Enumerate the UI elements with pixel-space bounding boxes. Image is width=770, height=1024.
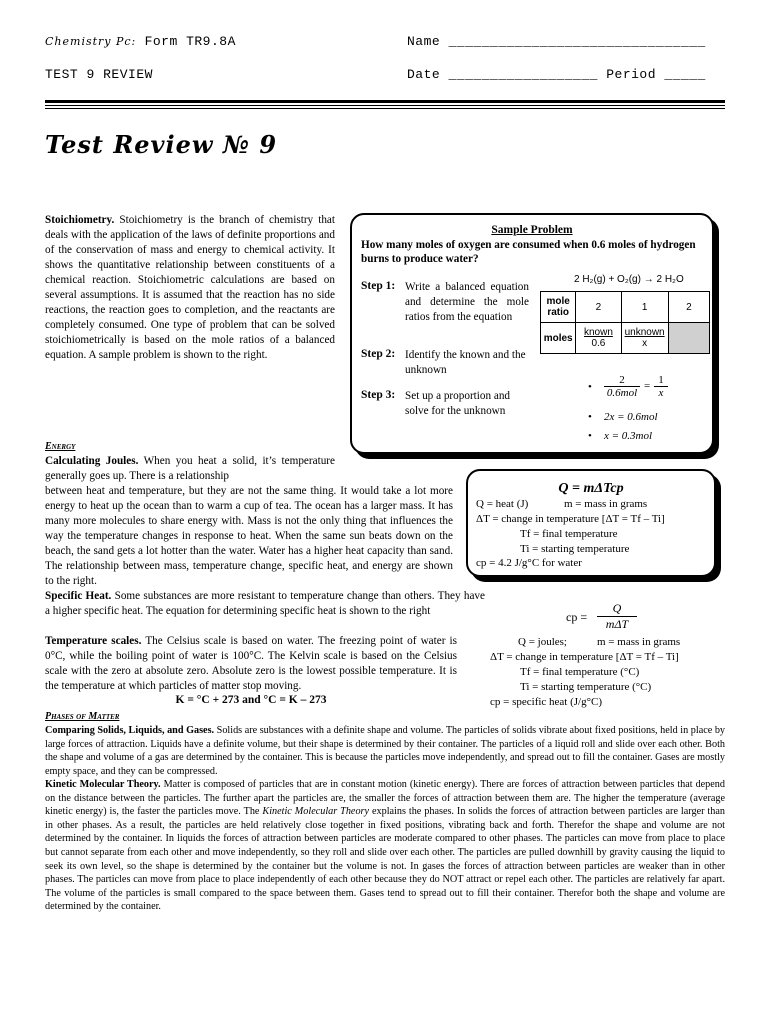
cp-label: cp =: [566, 610, 588, 624]
cp-fraction-num: Q: [612, 601, 622, 615]
q-definition: Q = heat (J): [476, 498, 529, 510]
step1-label: Step 1:: [361, 280, 396, 292]
header-rule-thin: [45, 105, 725, 106]
m-definition: m = mass in grams: [564, 498, 648, 510]
balanced-equation: 2 H₂(g) + O₂(g) → 2 H₂O: [574, 274, 684, 285]
mole-ratio-label: mole ratio: [541, 292, 576, 323]
ratio-h2: 2: [576, 292, 621, 323]
ratio-o2: 1: [621, 292, 668, 323]
date-period-field[interactable]: Date __________________ Period _____: [407, 67, 706, 82]
phases-comparison-paragraph: [45, 724, 725, 778]
unknown-cell: [621, 323, 668, 354]
fraction-right: [654, 374, 668, 399]
course-label: Chemistry Pc:: [45, 35, 137, 48]
stoichiometry-heading: Stoichiometry.: [45, 214, 115, 226]
fraction-left: [604, 374, 640, 399]
ratio-h2o: 2: [668, 292, 709, 323]
stoichiometry-paragraph: [45, 213, 335, 363]
kinetic-theory-heading: Kinetic Molecular Theory.: [45, 779, 161, 790]
heat-equation-box: [466, 469, 716, 577]
heat-equation: Q = mΔTcp: [558, 481, 624, 496]
tf-definition: Tf = final temperature: [520, 528, 618, 540]
delta-t-definition: ΔT = change in temperature [ΔT = Tf – Ti]: [476, 513, 665, 525]
kinetic-theory-text-b: explains the phases. In solids the forces of attraction between particles are larger than in other phases. As a result, the particles are held relatively close together in fixed positions, vibrating back and forth. Therefor the shape and volume are not determined by the container. In liquids the forces of attraction between particles are moderate compared to other phases. The particles can move from place to place but cannot separate from each other and move independently, so they roll and slide over each other. The particles are pulled downhill by gravity causing the liquid to seek its own level, so the shape is determined by the container but the volume is not. In gases the forces of attraction between particles are weaker than in other phases. The particles can move from place to place independently of each other because they do NOT attract or repel each other. The particles are relatively far apart. The volume of the particles is small compared to the space between them. Gases tend to spread out to fill their container. Therefor both the shape and volume are determined by the container.: [45, 806, 725, 913]
cp-fraction-den: mΔT: [597, 616, 637, 632]
cp-m-definition: m = mass in grams: [597, 636, 681, 648]
form-number: Form TR9.8A: [144, 34, 236, 49]
course-form-line: [45, 34, 236, 49]
fraction-right-den: x: [654, 386, 668, 399]
stoichiometry-text: Stoichiometry is the branch of chemistry that deals with the application of the laws of definite proportions and of the conservation of mass and energy to chemical activity. It shows the quantitative relationship between constituents of a chemical reaction. Stoichiometric calculations are based on several assumptions. It is assumed that the reaction has no side reactions, the reaction goes to completion, and the reactants are completely consumed. One type of problem that can be solved stoichiometrically is based on the mole ratios of a balanced equation. A sample problem is shown to the right.: [45, 214, 335, 361]
step3-label: Step 3:: [361, 389, 396, 401]
specific-heat-text: Some substances are more resistant to temperature change than others. They have a higher specific heat. The equation for determining specific heat is shown to the right: [45, 590, 485, 617]
step2-text: Identify the known and the unknown: [405, 349, 526, 376]
sample-problem-heading: Sample Problem: [491, 224, 573, 236]
step1-text: Write a balanced equation and determine the mole ratios from the equation: [405, 281, 529, 323]
step3-text: Set up a proportion and solve for the unknown: [405, 390, 511, 417]
cp-tf-definition: Tf = final temperature (°C): [520, 666, 640, 678]
mole-ratio-table: [540, 291, 710, 354]
specific-heat-heading: Specific Heat.: [45, 590, 112, 602]
specific-heat-paragraph: [45, 589, 485, 619]
solution-line-2: 2x = 0.6mol: [604, 411, 658, 423]
joules-text-narrow: When you heat a solid, it’s temperature generally goes up. There is a relationship: [45, 455, 335, 482]
fraction-right-num: 1: [658, 374, 664, 386]
cp-q-definition: Q = joules;: [518, 636, 567, 648]
fraction-left-num: 2: [619, 374, 625, 386]
cp-fraction: [597, 601, 637, 632]
ti-definition: Ti = starting temperature: [520, 543, 630, 555]
sample-question: How many moles of oxygen are consumed when 0.6 moles of hydrogen burns to produce water?: [361, 239, 696, 265]
kinetic-theory-text-a: Matter is composed of particles that are in constant motion (kinetic energy). There are forces of attraction between particles that depend on the distance between the particles. The further apart the particles are, the smaller the forces of attraction between them are. The higher the temperature (average kinetic energy) is, the faster the particles move. The: [45, 779, 725, 818]
joules-heading: Calculating Joules.: [45, 455, 139, 467]
unknown-value: x: [642, 338, 648, 349]
test-label: TEST 9 REVIEW: [45, 67, 153, 82]
known-label: known: [583, 327, 613, 338]
temperature-scales-text: The Celsius scale is based on water. The freezing point of water is 0°C, while the boiling point of water is 100°C. The Kelvin scale is based on the Celsius scale with the zero at absolute zero. Absolute zero is the lowest possible temperature. It is the temperature at which particles of matter stop moving.: [45, 635, 457, 692]
kinetic-theory-paragraph: [45, 778, 725, 914]
cp-water-definition: cp = 4.2 J/g°C for water: [476, 557, 582, 569]
step2-label: Step 2:: [361, 348, 396, 360]
bullet-dot-3: •: [588, 430, 592, 442]
page-title: Test Review № 9: [45, 130, 278, 159]
phases-section-heading: Phases of Matter: [45, 711, 120, 722]
bullet-dot-2: •: [588, 411, 592, 423]
energy-section-heading: Energy: [45, 441, 76, 452]
phases-comparison-heading: Comparing Solids, Liquids, and Gases.: [45, 725, 215, 736]
solution-line-3: x = 0.3mol: [604, 430, 653, 442]
sample-problem-box: [350, 213, 714, 454]
kinetic-theory-italic: Kinetic Molecular Theory: [262, 806, 370, 818]
cp-delta-t-definition: ΔT = change in temperature [ΔT = Tf – Ti]: [490, 651, 679, 663]
temperature-scales-paragraph: [45, 634, 457, 694]
shaded-cell: [668, 323, 709, 354]
cp-cp-definition: cp = specific heat (J/g°C): [490, 696, 603, 708]
bullet-dot: •: [588, 381, 592, 393]
joules-paragraph-narrow: [45, 454, 335, 484]
name-field[interactable]: Name _______________________________: [407, 34, 706, 49]
unknown-label: unknown: [624, 327, 665, 338]
header-rule-thin-2: [45, 108, 725, 109]
header-rule-thick: [45, 100, 725, 103]
phases-comparison-text: Solids are substances with a definite shape and volume. The particles of solids vibrate about fixed positions, held in place by large forces of attraction. Liquids have a definite volume, but their shape is determined by their container. The particles of a liquid roll and slide over each other. Both the shape and volume of a gas are determined by the container. This is because the particles move independently, and spread out to fill the container. Gases are mostly empty space, and they can be compressed.: [45, 725, 726, 777]
kelvin-conversion: K = °C + 273 and °C = K – 273: [175, 694, 327, 706]
equals-sign: =: [644, 380, 651, 392]
known-value: 0.6: [591, 338, 606, 349]
joules-paragraph: between heat and temperature, but they are not the same thing. It would take a lot more energy to heat up the ocean than to warm a cup of tea. The ocean has a larger mass. It has many more molecules to share energy with. Mass is not the only thing that influences the way the temperature changes in response to heat. When the same sun beats down on the beach, the sand gets a lot hotter than the water. Water has a higher heat capacity than sand. The relationship between mass, temperature change, specific heat, and energy are shown to the right.: [45, 485, 453, 587]
cp-ti-definition: Ti = starting temperature (°C): [520, 681, 652, 693]
moles-label: moles: [541, 323, 576, 354]
fraction-left-den: 0.6mol: [604, 386, 640, 399]
known-cell: [576, 323, 621, 354]
temperature-scales-heading: Temperature scales.: [45, 635, 142, 647]
